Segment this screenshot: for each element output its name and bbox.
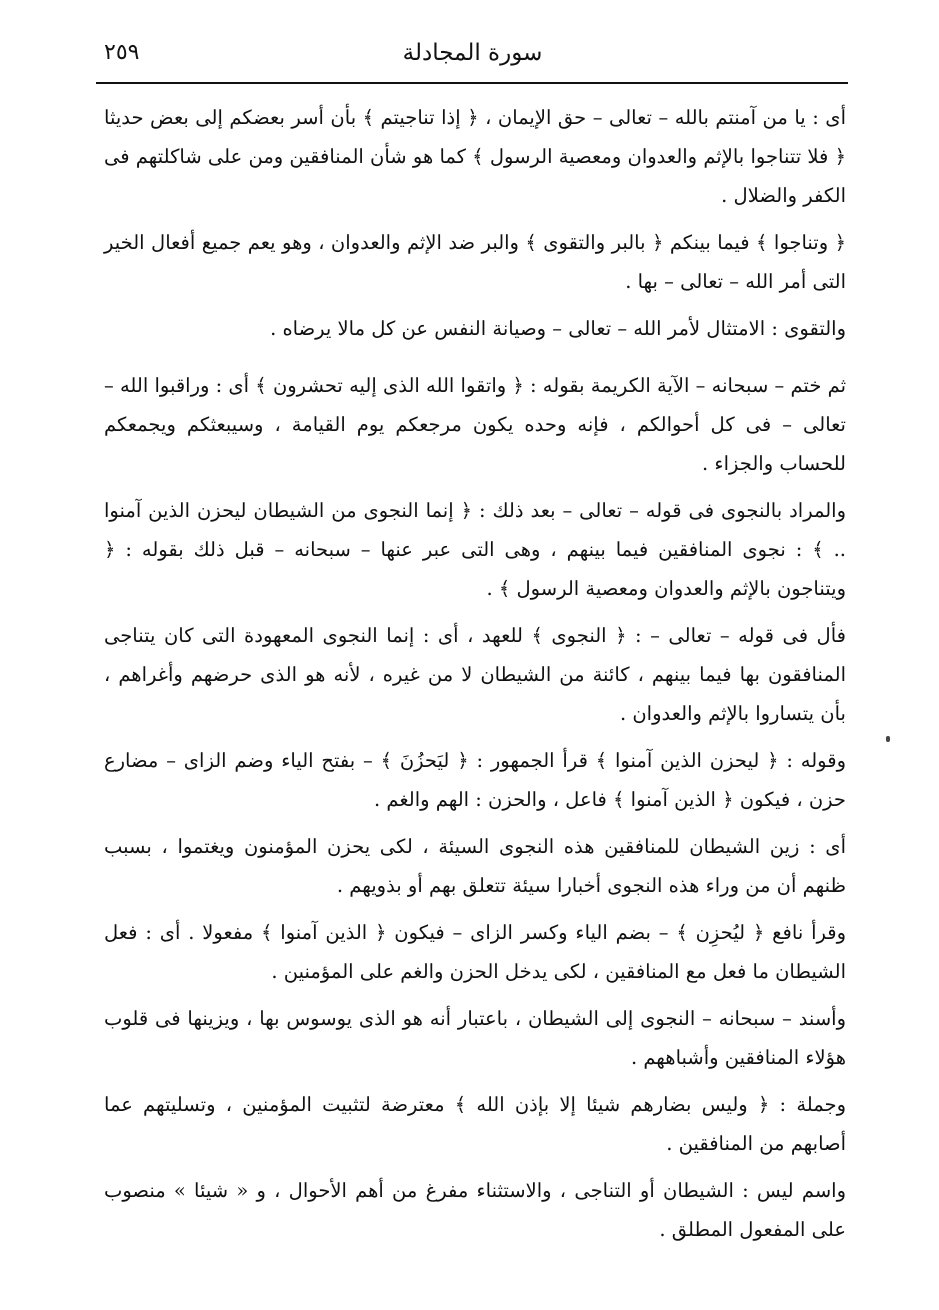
paragraph: والمراد بالنجوى فى قوله – تعالى – بعد ذلك : ﴿ إنما النجوى من الشيطان ليحزن الذين آمنوا .. ﴾ : نجوى المنافقين فيما بينهم ، وهى التى عبر عنها – سبحانه – قبل ذلك بقوله : ﴿ ويتناجون بالإثم والعدوان ومعصية الرسول ﴾ . [104,499,846,600]
page-number: ٢٥٩ [104,40,140,65]
surah-title: سورة المجادلة [402,40,543,66]
paragraph: وقوله : ﴿ ليحزن الذين آمنوا ﴾ قرأ الجمهور : ﴿ ليَحزُنَ ﴾ – بفتح الياء وضم الزاى – مضارع حزن ، فيكون ﴿ الذين آمنوا ﴾ فاعل ، والحزن : الهم والغم . [104,749,846,811]
paragraph: واسم ليس : الشيطان أو التناجى ، والاستثناء مفرغ من أهم الأحوال ، و « شيئا » منصوب على المفعول المطلق . [104,1179,846,1241]
page-header [100,38,845,78]
margin-speck [886,736,890,742]
paragraph: وقرأ نافع ﴿ ليُحزِن ﴾ – بضم الياء وكسر الزاى – فيكون ﴿ الذين آمنوا ﴾ مفعولا . أى : فعل الشيطان ما فعل مع المنافقين ، لكى يدخل الحزن والغم على المؤمنين . [104,921,846,983]
paragraph: والتقوى : الامتثال لأمر الله – تعالى – وصيانة النفس عن كل مالا يرضاه . [270,317,846,340]
paragraph: وجملة : ﴿ وليس بضارهم شيئا إلا بإذن الله ﴾ معترضة لتثبيت المؤمنين ، وتسليتهم عما أصابهم من المنافقين . [104,1093,846,1155]
header-divider [96,82,848,84]
body-text [104,98,846,1257]
paragraph: ﴿ وتناجوا ﴾ فيما بينكم ﴿ بالبر والتقوى ﴾ والبر ضد الإثم والعدوان ، وهو يعم جميع أفعال الخير التى أمر الله – تعالى – بها . [104,231,846,293]
paragraph: ثم ختم – سبحانه – الآية الكريمة بقوله : ﴿ واتقوا الله الذى إليه تحشرون ﴾ أى : وراقبوا الله – تعالى – فى كل أحوالكم ، فإنه وحده يكون مرجعكم يوم القيامة ، وسيبعثكم ويجمعكم للحساب والجزاء . [104,374,846,475]
paragraph: أى : زين الشيطان للمنافقين هذه النجوى السيئة ، لكى يحزن المؤمنون ويغتموا ، بسبب ظنهم أن من وراء هذه النجوى أخبارا سيئة تتعلق بهم أو بذويهم . [104,835,846,897]
paragraph: فأل فى قوله – تعالى – : ﴿ النجوى ﴾ للعهد ، أى : إنما النجوى المعهودة التى كان يتناجى المنافقون بها فيما بينهم ، كائنة من الشيطان لا من غيره ، لأنه هو الذى حرضهم وأغراهم ، بأن يتساروا بالإثم والعدوان . [104,624,846,725]
paragraph: أى : يا من آمنتم بالله – تعالى – حق الإيمان ، ﴿ إذا تناجيتم ﴾ بأن أسر بعضكم إلى بعض حديثا ﴿ فلا تتناجوا بالإثم والعدوان ومعصية الرسول ﴾ كما هو شأن المنافقين ومن على شاكلتهم فى الكفر والضلال . [104,106,846,207]
paragraph: وأسند – سبحانه – النجوى إلى الشيطان ، باعتبار أنه هو الذى يوسوس بها ، ويزينها فى قلوب هؤلاء المنافقين وأشباههم . [104,1007,846,1069]
